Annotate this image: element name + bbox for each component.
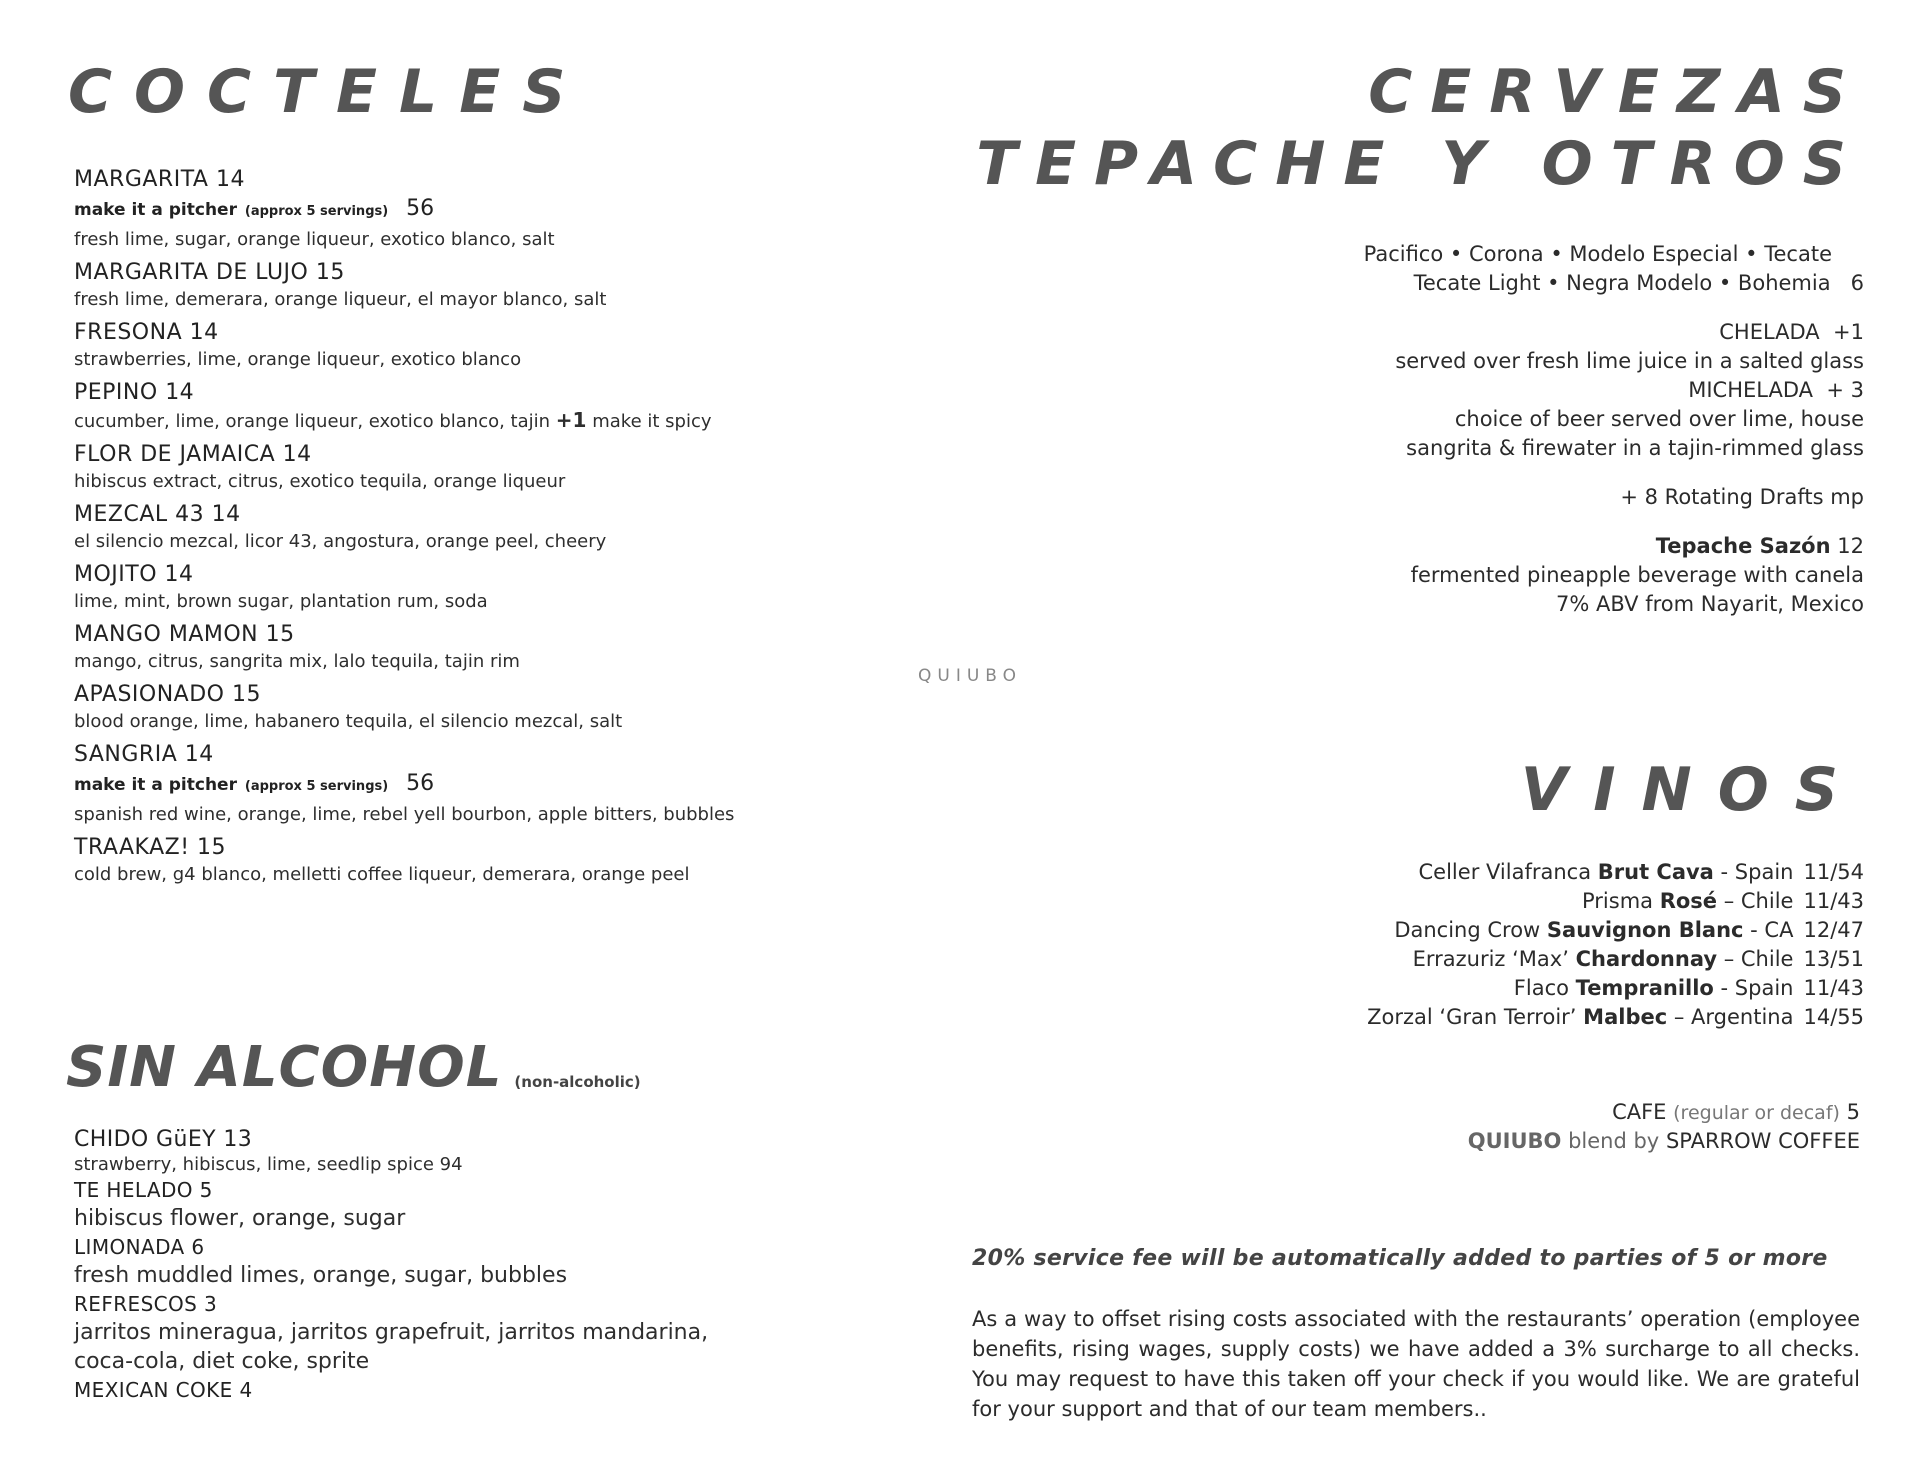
menu-item-flor-de-jamaica <box>74 441 794 495</box>
beer-price: 6 <box>1850 271 1864 295</box>
cocteles-list <box>74 166 794 894</box>
pitcher-price: 56 <box>406 771 435 796</box>
wine-producer: Errazuriz ‘Max’ <box>1412 947 1569 971</box>
item-name-te-helado: TE HELADO 5 <box>74 1178 213 1202</box>
item-name: TRAAKAZ! 15 <box>74 835 227 860</box>
item-desc: fresh lime, demerara, orange liqueur, el mayor blanco, salt <box>74 289 607 310</box>
wine-origin: - Spain <box>1713 976 1794 1000</box>
wine-price: 12/47 <box>1803 918 1864 942</box>
wine-price: 11/43 <box>1803 976 1864 1000</box>
beer-line1: Pacifico • Corona • Modelo Especial • Tecate <box>1363 242 1832 266</box>
item-name: MARGARITA 14 <box>74 167 245 192</box>
wine-row <box>1104 945 1864 974</box>
wine-row <box>1104 974 1864 1003</box>
menu-item-mezcal-43 <box>74 501 794 555</box>
michelada-line <box>1104 376 1864 405</box>
cervezas-heading-line2: TEPACHE Y OTROS <box>976 129 1864 199</box>
item-desc: spanish red wine, orange, lime, rebel yell bourbon, apple bitters, bubbles <box>74 804 735 825</box>
menu-item-margarita-de-lujo <box>74 259 794 313</box>
wine-origin: – Chile <box>1717 889 1794 913</box>
cervezas-heading <box>976 57 1864 206</box>
wine-varietal: Brut Cava <box>1597 860 1714 884</box>
item-desc-limonada: fresh muddled limes, orange, sugar, bubbles <box>74 1263 568 1288</box>
michelada-desc-line1: choice of beer served over lime, house <box>1454 407 1864 431</box>
item-name: APASIONADO 15 <box>74 682 261 707</box>
sin-alcohol-list <box>74 1126 774 1404</box>
michelada-price: + 3 <box>1826 378 1864 402</box>
menu-item-mango-mamon <box>74 621 794 675</box>
beer-line2 <box>1104 269 1864 298</box>
beer-line2-text: Tecate Light • Negra Modelo • Bohemia <box>1413 271 1831 295</box>
cafe-blend-line <box>1100 1127 1860 1155</box>
item-desc <box>74 407 794 435</box>
wine-row <box>1104 887 1864 916</box>
item-name: MARGARITA DE LUJO 15 <box>74 260 345 285</box>
vinos-heading: VINOS <box>1520 755 1864 825</box>
item-name-chido-guey: CHIDO GüEY 13 <box>74 1127 253 1152</box>
chelada-desc: served over fresh lime juice in a salted glass <box>1395 349 1864 373</box>
pitcher-option <box>74 769 794 802</box>
wine-origin: - Spain <box>1713 860 1794 884</box>
item-desc-te-helado: hibiscus flower, orange, sugar <box>74 1206 406 1231</box>
wine-price: 11/43 <box>1803 889 1864 913</box>
wine-producer: Flaco <box>1513 976 1569 1000</box>
wine-row <box>1104 916 1864 945</box>
wine-price: 13/51 <box>1803 947 1864 971</box>
menu-item-fresona <box>74 319 794 373</box>
wine-origin: – Argentina <box>1667 1005 1794 1029</box>
item-desc-chido-guey: strawberry, hibiscus, lime, seedlip spice 94 <box>74 1154 463 1175</box>
spicy-label: make it spicy <box>592 411 712 432</box>
pitcher-option <box>74 194 794 227</box>
item-desc: el silencio mezcal, licor 43, angostura, orange peel, cheery <box>74 531 607 552</box>
item-desc-refrescos-line1: jarritos mineragua, jarritos grapefruit, jarritos mandarina, <box>74 1320 709 1345</box>
tepache-price: 12 <box>1837 534 1864 558</box>
item-name: MOJITO 14 <box>74 562 194 587</box>
item-name-mexican-coke: MEXICAN COKE 4 <box>74 1378 253 1402</box>
tepache-name: Tepache Sazón <box>1655 534 1831 558</box>
item-name: FRESONA 14 <box>74 320 219 345</box>
cafe-brand: QUIUBO <box>1467 1129 1562 1153</box>
wine-producer: Dancing Crow <box>1394 918 1541 942</box>
item-desc: strawberries, lime, orange liqueur, exotico blanco <box>74 349 522 370</box>
cafe-block <box>1100 1098 1860 1155</box>
wine-varietal: Malbec <box>1583 1005 1668 1029</box>
menu-item-pepino <box>74 379 794 435</box>
item-name-limonada: LIMONADA 6 <box>74 1235 205 1259</box>
item-desc: hibiscus extract, citrus, exotico tequila, orange liqueur <box>74 471 566 492</box>
tepache-desc-line2: 7% ABV from Nayarit, Mexico <box>1556 592 1864 616</box>
pitcher-label: make it a pitcher <box>74 200 237 220</box>
pitcher-note: (approx 5 servings) <box>244 204 389 219</box>
cocteles-heading: COCTELES <box>68 57 588 127</box>
michelada-desc-line2: sangrita & firewater in a tajin-rimmed glass <box>1406 436 1864 460</box>
item-desc-refrescos-line2: coca-cola, diet coke, sprite <box>74 1349 370 1374</box>
tepache-desc-line1: fermented pineapple beverage with canela <box>1410 563 1864 587</box>
wine-price: 14/55 <box>1803 1005 1864 1029</box>
item-desc: fresh lime, sugar, orange liqueur, exotico blanco, salt <box>74 229 555 250</box>
beer-list <box>1104 240 1864 619</box>
wine-price: 11/54 <box>1803 860 1864 884</box>
michelada-name: MICHELADA <box>1688 378 1813 402</box>
item-desc: cold brew, g4 blanco, melletti coffee liqueur, demerara, orange peel <box>74 864 690 885</box>
item-desc-text: cucumber, lime, orange liqueur, exotico blanco, tajin <box>74 411 551 432</box>
tepache-line <box>1104 532 1864 561</box>
wine-list <box>1104 858 1864 1032</box>
pitcher-note: (approx 5 servings) <box>244 779 389 794</box>
sin-alcohol-note: (non-alcoholic) <box>514 1073 641 1091</box>
menu-item-mojito <box>74 561 794 615</box>
surcharge-notice: As a way to offset rising costs associated with the restaurants’ operation (employee benefits, rising wages, supply costs) we have added a 3% surcharge to all checks. You may request to have this taken off your check if you would like. We are grateful for your support and that of our team members.. <box>972 1307 1860 1421</box>
item-desc: mango, citrus, sangrita mix, lalo tequila, tajin rim <box>74 651 520 672</box>
chelada-name: CHELADA <box>1719 320 1820 344</box>
item-name: SANGRIA 14 <box>74 742 214 767</box>
item-name-refrescos: REFRESCOS 3 <box>74 1292 218 1316</box>
pitcher-label: make it a pitcher <box>74 775 237 795</box>
pitcher-price: 56 <box>406 196 435 221</box>
menu-item-sangria <box>74 741 794 828</box>
wine-row <box>1104 1003 1864 1032</box>
wine-producer: Prisma <box>1581 889 1654 913</box>
chelada-line <box>1104 318 1864 347</box>
wine-varietal: Sauvignon Blanc <box>1546 918 1744 942</box>
wine-row <box>1104 858 1864 887</box>
cafe-label: CAFE <box>1612 1100 1667 1124</box>
item-desc: blood orange, lime, habanero tequila, el silencio mezcal, salt <box>74 711 623 732</box>
cafe-note: (regular or decaf) <box>1673 1102 1840 1124</box>
cervezas-heading-line1: CERVEZAS <box>1368 57 1864 127</box>
chelada-price: +1 <box>1833 320 1864 344</box>
item-name: PEPINO 14 <box>74 380 195 405</box>
sin-alcohol-heading <box>66 1035 641 1100</box>
sin-alcohol-title: SIN ALCOHOL <box>66 1035 503 1100</box>
wine-producer: Zorzal ‘Gran Terroir’ <box>1367 1005 1577 1029</box>
item-desc: lime, mint, brown sugar, plantation rum, soda <box>74 591 488 612</box>
menu-item-traakaz <box>74 834 794 888</box>
wine-origin: – Chile <box>1717 947 1794 971</box>
wine-varietal: Tempranillo <box>1575 976 1714 1000</box>
cafe-blend: blend by <box>1568 1129 1660 1153</box>
service-fee-notice: 20% service fee will be automatically added to parties of 5 or more <box>972 1246 1828 1271</box>
item-name: FLOR DE JAMAICA 14 <box>74 442 312 467</box>
wine-producer: Celler Vilafranca <box>1418 860 1592 884</box>
wine-origin: - CA <box>1743 918 1794 942</box>
wine-varietal: Rosé <box>1659 889 1718 913</box>
item-name: MANGO MAMON 15 <box>74 622 295 647</box>
cafe-price: 5 <box>1846 1100 1860 1124</box>
menu-item-apasionado <box>74 681 794 735</box>
quiubo-logo: QUIUBO <box>918 666 1023 686</box>
item-name: MEZCAL 43 14 <box>74 502 241 527</box>
spicy-price: +1 <box>555 408 587 432</box>
cafe-line <box>1100 1098 1860 1127</box>
cafe-roaster: SPARROW COFFEE <box>1665 1129 1860 1153</box>
rotating-drafts: + 8 Rotating Drafts mp <box>1620 485 1864 509</box>
wine-varietal: Chardonnay <box>1575 947 1718 971</box>
menu-item-margarita <box>74 166 794 253</box>
